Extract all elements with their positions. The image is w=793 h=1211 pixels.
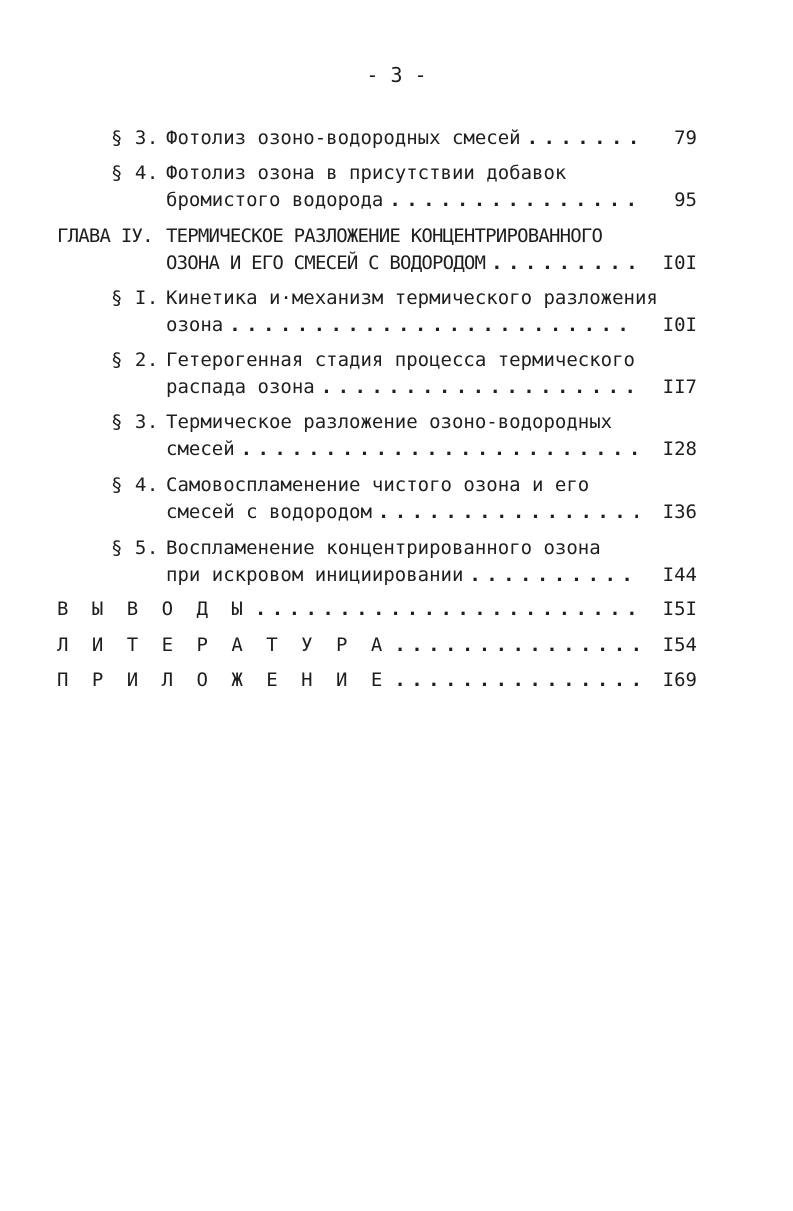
toc-row bbox=[57, 632, 644, 658]
toc-row bbox=[57, 596, 644, 622]
dot-leader bbox=[229, 312, 638, 338]
entry-title-line2: бромистого водорода bbox=[166, 189, 384, 211]
page-ref: I5I bbox=[662, 598, 697, 620]
entry-title-line2: распада озона bbox=[166, 376, 315, 398]
section-marker: § I. bbox=[111, 287, 159, 309]
entry-title: Л И Т Е Р А Т У Р А bbox=[57, 634, 389, 656]
entry-title-line2: озона bbox=[166, 314, 224, 336]
dot-leader bbox=[255, 596, 638, 622]
dot-leader bbox=[321, 374, 638, 400]
entry-title: В Ы В О Д Ы bbox=[57, 598, 249, 620]
dot-leader bbox=[378, 499, 638, 525]
page-ref: II7 bbox=[662, 376, 697, 398]
chapter-marker: ГЛАВА IУ. bbox=[57, 225, 153, 247]
dot-leader bbox=[394, 632, 638, 658]
dot-leader bbox=[389, 187, 638, 213]
dot-leader bbox=[527, 125, 638, 151]
section-marker: § 5. bbox=[111, 537, 159, 559]
entry-title-line1: Самовоспламенение чистого озона и его bbox=[166, 474, 590, 496]
entry-title-line1: Кинетика и·механизм термического разложения bbox=[166, 287, 658, 309]
toc-row bbox=[57, 667, 644, 693]
page-ref: 95 bbox=[674, 189, 697, 211]
entry-title-line2: смесей bbox=[166, 438, 235, 460]
toc-row bbox=[166, 187, 644, 213]
dot-leader bbox=[394, 667, 638, 693]
page-ref: I0I bbox=[662, 252, 697, 274]
page-ref: I44 bbox=[662, 564, 697, 586]
section-marker: § 2. bbox=[111, 349, 159, 371]
entry-title-line1: Воспламенение концентрированного озона bbox=[166, 537, 601, 559]
section-marker: § 3. bbox=[111, 127, 159, 149]
toc-row bbox=[166, 374, 644, 400]
dot-leader bbox=[469, 562, 638, 588]
chapter-title-line1: ТЕРМИЧЕСКОЕ РАЗЛОЖЕНИЕ КОНЦЕНТРИРОВАННОГО bbox=[166, 225, 603, 247]
entry-title-line1: Фотолиз озона в присутствии добавок bbox=[166, 162, 567, 184]
toc-row bbox=[166, 312, 644, 338]
entry-title-line1: Гетерогенная стадия процесса термического bbox=[166, 349, 635, 371]
page-ref: 79 bbox=[674, 127, 697, 149]
toc-row bbox=[166, 250, 644, 276]
entry-title-line2: смесей с водородом bbox=[166, 501, 372, 523]
dot-leader bbox=[241, 436, 638, 462]
section-marker: § 3. bbox=[111, 411, 159, 433]
page-ref: I28 bbox=[662, 438, 697, 460]
dot-leader bbox=[491, 250, 638, 276]
toc-row bbox=[166, 125, 644, 151]
toc-row bbox=[166, 499, 644, 525]
entry-title: Фотолиз озоно-водородных смесей bbox=[166, 127, 521, 149]
entry-title: П Р И Л О Ж Е Н И Е bbox=[57, 669, 389, 691]
chapter-title-line2: ОЗОНА И ЕГО СМЕСЕЙ С ВОДОРОДОМ bbox=[166, 252, 486, 274]
toc-row bbox=[166, 562, 644, 588]
page-ref: I69 bbox=[662, 669, 697, 691]
page-ref: I36 bbox=[662, 501, 697, 523]
section-marker: § 4. bbox=[111, 162, 159, 184]
toc-row bbox=[166, 436, 644, 462]
page-ref: I54 bbox=[662, 634, 697, 656]
page-ref: I0I bbox=[662, 314, 697, 336]
section-marker: § 4. bbox=[111, 474, 159, 496]
entry-title-line2: при искровом инициировании bbox=[166, 564, 464, 586]
entry-title-line1: Термическое разложение озоно-водородных bbox=[166, 411, 613, 433]
page-number: - 3 - bbox=[366, 63, 427, 87]
